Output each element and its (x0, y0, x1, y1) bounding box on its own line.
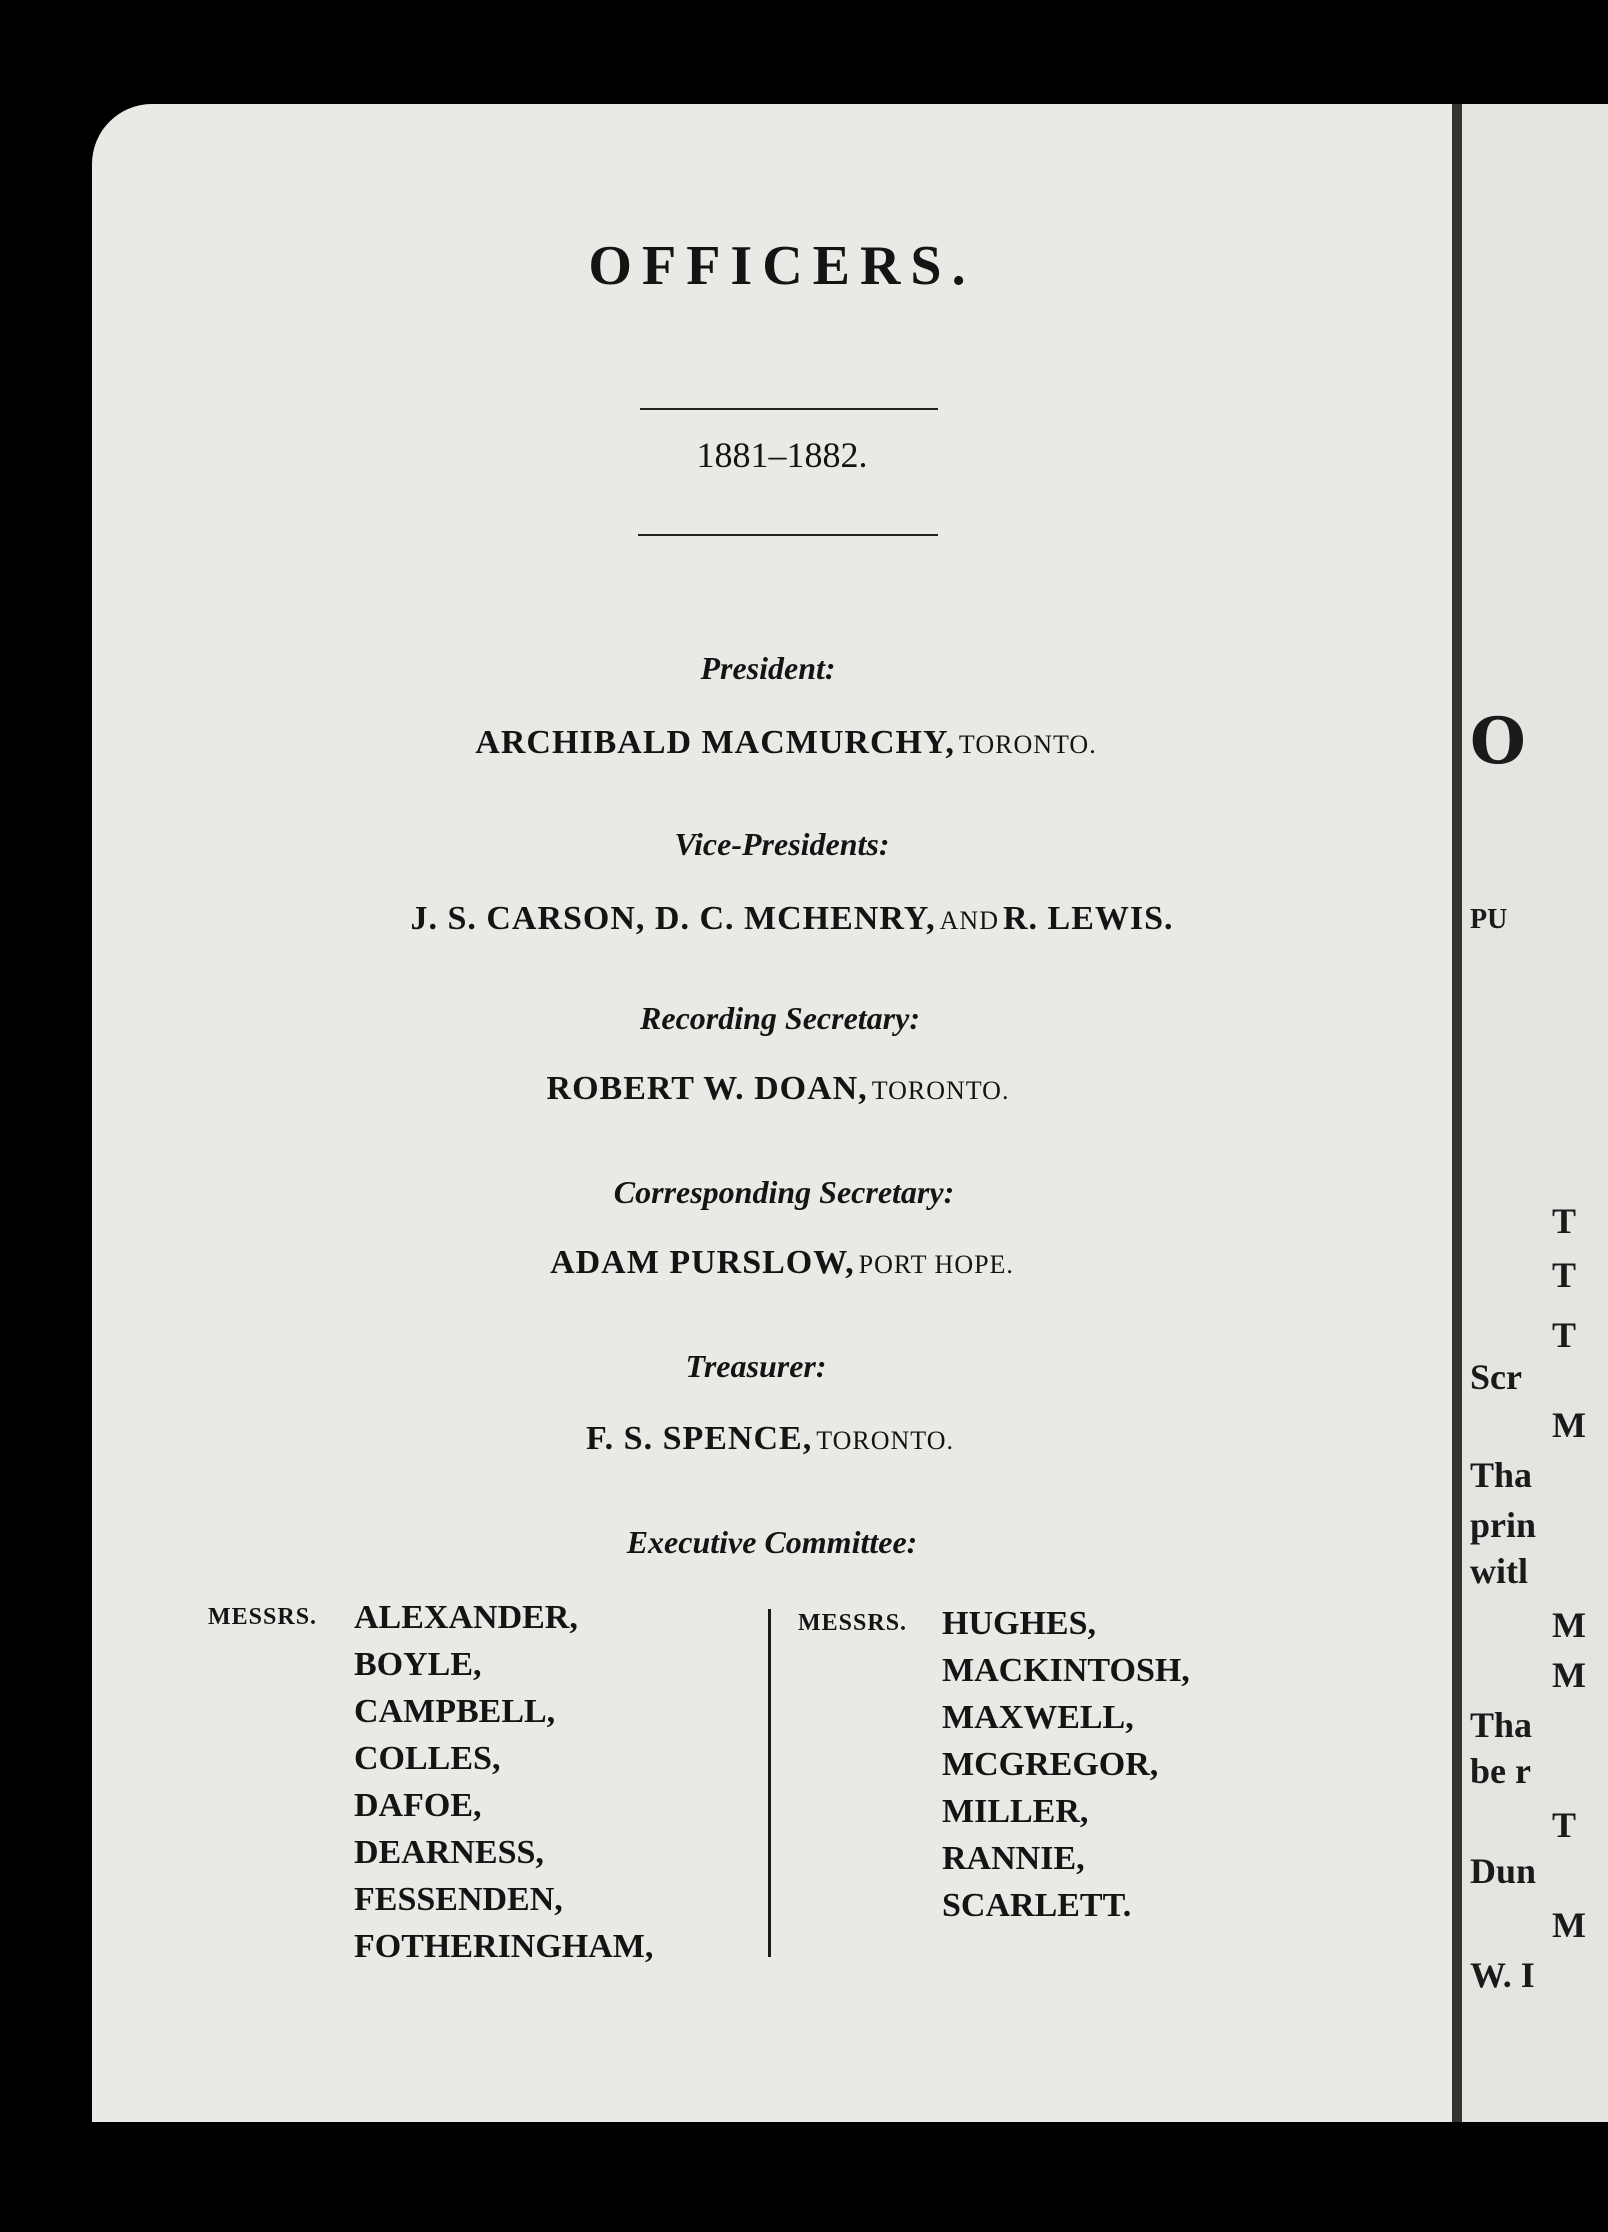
member-name: CAMPBELL, (354, 1693, 556, 1730)
right-messrs-prefix: MESSRS. (798, 1610, 908, 1636)
fragment-text: M (1552, 1905, 1586, 1945)
page-title: OFFICERS. (588, 235, 976, 297)
fragment-text: W. I (1470, 1955, 1535, 1995)
member-name: ALEXANDER, (354, 1599, 578, 1636)
fragment-text: witl (1470, 1551, 1528, 1591)
right-member-list (942, 1600, 1190, 1929)
president-name: ARCHIBALD MACMURCHY, (475, 724, 955, 761)
fragment-text: T (1552, 1805, 1577, 1845)
president-place: TORONTO. (958, 730, 1097, 759)
fragment-text: Scr (1470, 1357, 1522, 1397)
document-page (92, 104, 1452, 2122)
member-name: MAXWELL, (942, 1699, 1134, 1736)
column-divider (768, 1609, 771, 1957)
treasurer-place: TORONTO. (816, 1426, 954, 1455)
member-name: FESSENDEN, (354, 1881, 563, 1918)
vice-presidents-and: AND (939, 906, 999, 935)
fragment-text: M (1552, 1605, 1586, 1645)
fragment-text: T (1552, 1255, 1577, 1295)
fragment-text: T (1552, 1315, 1577, 1355)
adjacent-page-fragment (1462, 104, 1608, 2122)
term-years: 1881–1882. (696, 435, 868, 475)
member-name: COLLES, (354, 1740, 501, 1777)
left-messrs-prefix: MESSRS. (208, 1604, 318, 1630)
member-name: HUGHES, (942, 1605, 1096, 1642)
fragment-text: PU (1470, 904, 1508, 935)
fragment-text: Tha (1470, 1455, 1533, 1495)
member-name: FOTHERINGHAM, (354, 1928, 654, 1965)
fragment-text: Tha (1470, 1705, 1533, 1745)
corresponding-secretary-label: Corresponding Secretary: (613, 1174, 955, 1210)
fragment-text: be r (1470, 1751, 1531, 1791)
left-member-list (354, 1594, 653, 1970)
recording-secretary-place: TORONTO. (871, 1076, 1010, 1105)
member-name: SCARLETT. (942, 1887, 1132, 1924)
bottom-rule (638, 534, 938, 536)
recording-secretary-line (547, 1070, 1010, 1108)
page-gutter (1452, 104, 1462, 2122)
fragment-text: prin (1470, 1505, 1537, 1545)
recording-secretary-label: Recording Secretary: (640, 1000, 920, 1036)
fragment-text: T (1552, 1201, 1577, 1241)
fragment-text: O (1470, 704, 1526, 779)
vice-presidents-line (410, 900, 1173, 938)
vice-presidents-label: Vice-Presidents: (674, 826, 890, 862)
vice-presidents-names: J. S. CARSON, D. C. MCHENRY, (410, 900, 936, 937)
corresponding-secretary-line (550, 1244, 1014, 1282)
corresponding-secretary-name: ADAM PURSLOW, (550, 1244, 855, 1281)
member-name: RANNIE, (942, 1840, 1085, 1877)
treasurer-name: F. S. SPENCE, (586, 1420, 813, 1457)
corresponding-secretary-place: PORT HOPE. (858, 1250, 1014, 1279)
recording-secretary-name: ROBERT W. DOAN, (546, 1070, 868, 1107)
fragment-text: Dun (1470, 1851, 1537, 1891)
vice-presidents-last: R. LEWIS. (1002, 900, 1174, 937)
member-name: DAFOE, (354, 1787, 482, 1824)
treasurer-label: Treasurer: (685, 1348, 827, 1384)
member-name: MILLER, (942, 1793, 1089, 1830)
fragment-text: M (1552, 1405, 1586, 1445)
member-name: MACKINTOSH, (942, 1652, 1190, 1689)
member-name: DEARNESS, (354, 1834, 544, 1871)
member-name: BOYLE, (354, 1646, 482, 1683)
president-label: President: (700, 650, 836, 686)
treasurer-line (586, 1420, 954, 1458)
fragment-text: M (1552, 1655, 1586, 1695)
member-name: MCGREGOR, (942, 1746, 1159, 1783)
president-line (475, 724, 1096, 762)
top-rule (640, 408, 938, 410)
executive-committee-label: Executive Committee: (626, 1524, 918, 1560)
